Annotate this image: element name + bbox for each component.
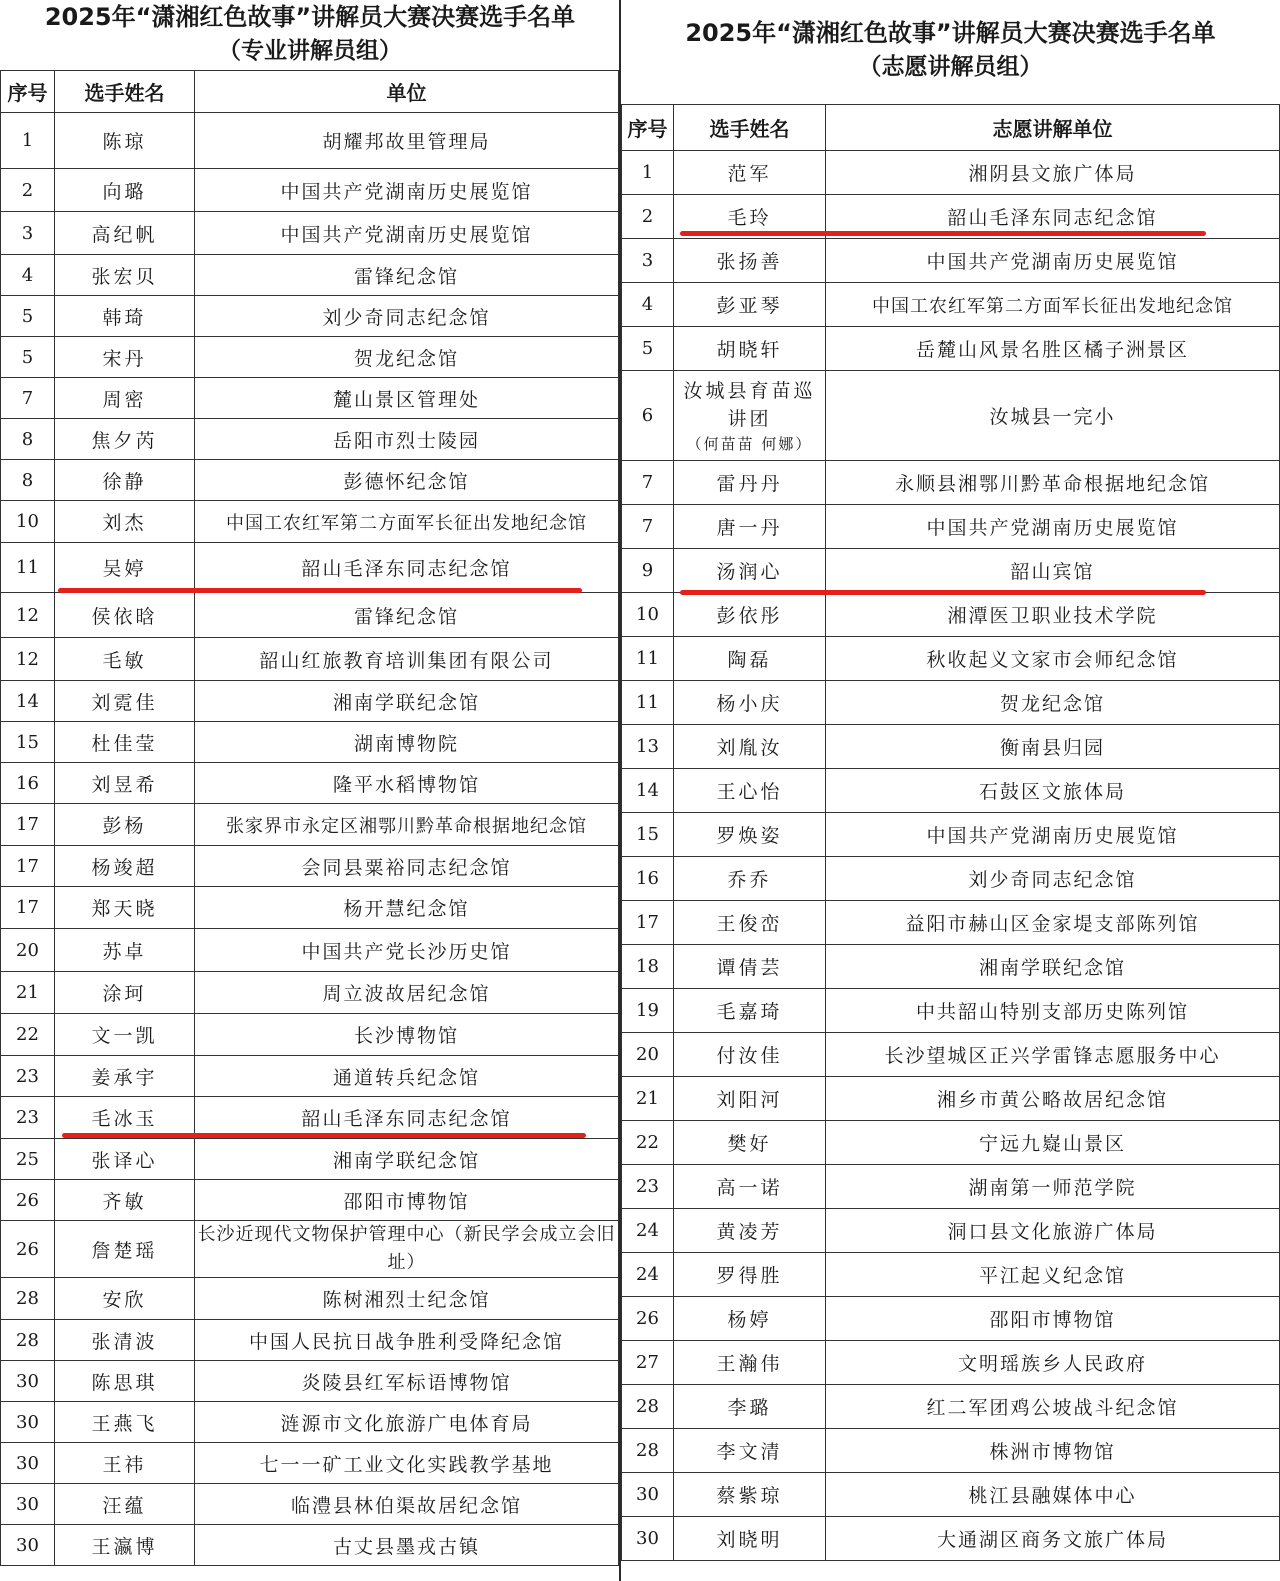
contestant-name: 樊好: [674, 1121, 826, 1165]
organization: 益阳市赫山区金家堤支部陈列馆: [826, 901, 1280, 945]
row-number: 23: [1, 1097, 55, 1139]
organization: 韶山毛泽东同志纪念馆: [195, 543, 619, 593]
contestant-name: 刘霓佳: [55, 681, 195, 722]
row-number: 1: [1, 113, 55, 169]
row-number: 2: [622, 195, 674, 239]
organization: 雷锋纪念馆: [195, 255, 619, 296]
organization: 贺龙纪念馆: [826, 681, 1280, 725]
organization: 隆平水稻博物馆: [195, 763, 619, 804]
row-number: 17: [1, 846, 55, 887]
row-number: 6: [622, 371, 674, 461]
row-number: 5: [1, 337, 55, 378]
row-number: 14: [1, 681, 55, 722]
organization: 炎陵县红军标语博物馆: [195, 1361, 619, 1402]
contestant-name: 姜承宇: [55, 1056, 195, 1097]
table-row: [1, 543, 619, 593]
contestant-name: 张清波: [55, 1320, 195, 1361]
row-number: 30: [622, 1473, 674, 1517]
table-row: [1, 1443, 619, 1484]
row-number: 17: [1, 804, 55, 846]
contestant-name: 向璐: [55, 169, 195, 212]
volunteer-group-panel: [621, 0, 1280, 1581]
organization: 中国工农红军第二方面军长征出发地纪念馆: [826, 283, 1280, 327]
organization: 麓山景区管理处: [195, 378, 619, 419]
row-number: 30: [622, 1517, 674, 1561]
organization: 大通湖区商务文旅广体局: [826, 1517, 1280, 1561]
organization: 涟源市文化旅游广电体育局: [195, 1402, 619, 1443]
organization: 中共韶山特别支部历史陈列馆: [826, 989, 1280, 1033]
organization: 中国工农红军第二方面军长征出发地纪念馆: [195, 501, 619, 543]
contestant-name: 蔡紫琼: [674, 1473, 826, 1517]
row-number: 8: [1, 460, 55, 501]
organization: 贺龙纪念馆: [195, 337, 619, 378]
contestant-name: 张扬善: [674, 239, 826, 283]
contestant-name: 杨婷: [674, 1297, 826, 1341]
table-row: [622, 283, 1280, 327]
organization: 周立波故居纪念馆: [195, 972, 619, 1014]
contestant-name: 韩琦: [55, 296, 195, 337]
contestant-name: 杨竣超: [55, 846, 195, 887]
organization: 中国共产党湖南历史展览馆: [826, 505, 1280, 549]
row-number: 4: [622, 283, 674, 327]
row-number: 14: [622, 769, 674, 813]
contestant-name: 郑天晓: [55, 887, 195, 929]
table-row: [1, 929, 619, 972]
organization: 中国共产党湖南历史展览馆: [826, 813, 1280, 857]
table-row: [622, 1297, 1280, 1341]
row-number: 5: [1, 296, 55, 337]
table-row: [1, 460, 619, 501]
table-row: [622, 1385, 1280, 1429]
row-number: 22: [622, 1121, 674, 1165]
row-number: 30: [1, 1484, 55, 1525]
organization: 雷锋纪念馆: [195, 593, 619, 638]
contestant-name: 张译心: [55, 1139, 195, 1180]
table-row: [1, 1014, 619, 1056]
table-row: [1, 1139, 619, 1180]
row-number: 17: [622, 901, 674, 945]
contestant-name: 陶磊: [674, 637, 826, 681]
row-number: 28: [1, 1278, 55, 1320]
row-number: 15: [1, 722, 55, 763]
contestant-name: 高纪帆: [55, 212, 195, 255]
table-row: [622, 901, 1280, 945]
group-members: （何苗苗 何娜）: [686, 434, 813, 453]
table-row: [1, 501, 619, 543]
contestant-name: 陈思琪: [55, 1361, 195, 1402]
row-number: 27: [622, 1341, 674, 1385]
contestant-name: 毛敏: [55, 638, 195, 681]
table-row: [1, 593, 619, 638]
table-row: [1, 1180, 619, 1221]
row-number: 20: [622, 1033, 674, 1077]
table-row: [622, 549, 1280, 593]
professional-group-table: [0, 70, 619, 1566]
table-row: [1, 722, 619, 763]
row-number: 17: [1, 887, 55, 929]
header-no: 序号: [1, 71, 55, 113]
contestant-name: [674, 371, 826, 461]
row-number: 2: [1, 169, 55, 212]
organization: 中国共产党湖南历史展览馆: [195, 212, 619, 255]
row-number: 12: [1, 593, 55, 638]
row-number: 3: [1, 212, 55, 255]
table-row: [1, 1402, 619, 1443]
table-row: [1, 1525, 619, 1566]
table-row: [1, 763, 619, 804]
organization: 长沙望城区正兴学雷锋志愿服务中心: [826, 1033, 1280, 1077]
organization: 红二军团鸡公坡战斗纪念馆: [826, 1385, 1280, 1429]
organization: 刘少奇同志纪念馆: [195, 296, 619, 337]
volunteer-group-table: [621, 104, 1280, 1561]
table-row: [622, 1429, 1280, 1473]
header-unit: 单位: [195, 71, 619, 113]
organization: 陈树湘烈士纪念馆: [195, 1278, 619, 1320]
contestant-name: 陈琼: [55, 113, 195, 169]
organization: 平江起义纪念馆: [826, 1253, 1280, 1297]
organization: 杨开慧纪念馆: [195, 887, 619, 929]
table-row: [622, 1517, 1280, 1561]
row-number: 30: [1, 1402, 55, 1443]
row-number: 4: [1, 255, 55, 296]
row-number: 24: [622, 1209, 674, 1253]
contestant-name: 刘杰: [55, 501, 195, 543]
table-row: [622, 1341, 1280, 1385]
contestant-name: 彭杨: [55, 804, 195, 846]
row-number: 7: [1, 378, 55, 419]
organization: 邵阳市博物馆: [826, 1297, 1280, 1341]
organization: 张家界市永定区湘鄂川黔革命根据地纪念馆: [195, 804, 619, 846]
table-row: [622, 1253, 1280, 1297]
table-row: [622, 637, 1280, 681]
row-number: 12: [1, 638, 55, 681]
organization: 韶山毛泽东同志纪念馆: [195, 1097, 619, 1139]
contestant-name: 李璐: [674, 1385, 826, 1429]
row-number: 13: [622, 725, 674, 769]
contestant-name: 黄凌芳: [674, 1209, 826, 1253]
organization: 长沙博物馆: [195, 1014, 619, 1056]
table-row: [622, 857, 1280, 901]
table-row: [622, 681, 1280, 725]
table-row: [622, 151, 1280, 195]
row-number: 26: [1, 1221, 55, 1278]
highlight-underline-wu-ting: [58, 588, 582, 593]
table-row: [622, 813, 1280, 857]
row-number: 30: [1, 1525, 55, 1566]
row-number: 11: [1, 543, 55, 593]
contestant-name: 刘晓明: [674, 1517, 826, 1561]
contestant-name: 雷丹丹: [674, 461, 826, 505]
organization: 长沙近现代文物保护管理中心（新民学会成立会旧址）: [195, 1221, 619, 1278]
contestant-name: 王俊峦: [674, 901, 826, 945]
contestant-name: 苏卓: [55, 929, 195, 972]
row-number: 30: [1, 1361, 55, 1402]
table-row: [622, 593, 1280, 637]
table-row: [622, 1473, 1280, 1517]
organization: 刘少奇同志纪念馆: [826, 857, 1280, 901]
professional-group-panel: [0, 0, 620, 1581]
contestant-name: 涂珂: [55, 972, 195, 1014]
contestant-name: 徐静: [55, 460, 195, 501]
table-row: [1, 846, 619, 887]
contestant-name: 李文清: [674, 1429, 826, 1473]
table-row: [1, 1056, 619, 1097]
organization: 会同县粟裕同志纪念馆: [195, 846, 619, 887]
row-number: 3: [622, 239, 674, 283]
organization: 湘南学联纪念馆: [826, 945, 1280, 989]
group-name: 汝城县育苗巡讲团: [683, 379, 816, 430]
highlight-underline-mao-ling: [680, 231, 1206, 236]
row-number: 24: [622, 1253, 674, 1297]
row-number: 26: [1, 1180, 55, 1221]
table-row: [622, 239, 1280, 283]
table-row: [1, 1221, 619, 1278]
table-row: [622, 1209, 1280, 1253]
organization: 湘南学联纪念馆: [195, 681, 619, 722]
contestant-name: 刘阳河: [674, 1077, 826, 1121]
row-number: 7: [622, 461, 674, 505]
row-number: 8: [1, 419, 55, 460]
contestant-name: 齐敏: [55, 1180, 195, 1221]
organization: 湘阴县文旅广体局: [826, 151, 1280, 195]
organization: 通道转兵纪念馆: [195, 1056, 619, 1097]
table-row: [1, 169, 619, 212]
table-row: [1, 1278, 619, 1320]
table-row: [1, 1361, 619, 1402]
contestant-name: 詹楚瑶: [55, 1221, 195, 1278]
table-row: [1, 212, 619, 255]
table-row: [1, 113, 619, 169]
organization: 中国共产党长沙历史馆: [195, 929, 619, 972]
organization: 秋收起义文家市会师纪念馆: [826, 637, 1280, 681]
header-no: 序号: [622, 105, 674, 151]
organization: 岳阳市烈士陵园: [195, 419, 619, 460]
row-number: 30: [1, 1443, 55, 1484]
left-title-line1: 2025年“潇湘红色故事”讲解员大赛决赛选手名单: [44, 3, 576, 31]
row-number: 23: [622, 1165, 674, 1209]
table-row: [622, 505, 1280, 549]
organization: 韶山毛泽东同志纪念馆: [826, 195, 1280, 239]
row-number: 20: [1, 929, 55, 972]
contestant-name: 王心怡: [674, 769, 826, 813]
contestant-name: 乔乔: [674, 857, 826, 901]
contestant-name: 高一诺: [674, 1165, 826, 1209]
organization: 文明瑶族乡人民政府: [826, 1341, 1280, 1385]
contestant-name: 付汝佳: [674, 1033, 826, 1077]
contestant-name: 彭亚琴: [674, 283, 826, 327]
row-number: 26: [622, 1297, 674, 1341]
contestant-name: 侯依晗: [55, 593, 195, 638]
contestant-name: 焦夕芮: [55, 419, 195, 460]
table-row: [1, 378, 619, 419]
right-title-line2: （志愿讲解员组）: [858, 54, 1043, 80]
contestant-name: 周密: [55, 378, 195, 419]
table-row: [1, 1484, 619, 1525]
row-number: 28: [622, 1429, 674, 1473]
contestant-name: 张宏贝: [55, 255, 195, 296]
organization: 七一一矿工业文化实践教学基地: [195, 1443, 619, 1484]
contestant-name: 刘昱希: [55, 763, 195, 804]
row-number: 1: [622, 151, 674, 195]
contestant-name: 汪蕴: [55, 1484, 195, 1525]
contestant-name: 王祎: [55, 1443, 195, 1484]
contestant-name: 罗焕姿: [674, 813, 826, 857]
table-row: [622, 327, 1280, 371]
contestant-name: 宋丹: [55, 337, 195, 378]
table-row: [1, 804, 619, 846]
organization: 临澧县林伯渠故居纪念馆: [195, 1484, 619, 1525]
table-row: [622, 461, 1280, 505]
left-header-row: [1, 71, 619, 113]
row-number: 28: [1, 1320, 55, 1361]
table-row: [1, 255, 619, 296]
row-number: 25: [1, 1139, 55, 1180]
organization: 韶山宾馆: [826, 549, 1280, 593]
contestant-name: 唐一丹: [674, 505, 826, 549]
right-title-line1: 2025年“潇湘红色故事”讲解员大赛决赛选手名单: [685, 19, 1216, 47]
contestant-name: 范军: [674, 151, 826, 195]
organization: 岳麓山风景名胜区橘子洲景区: [826, 327, 1280, 371]
row-number: 21: [622, 1077, 674, 1121]
contestant-name: 文一凯: [55, 1014, 195, 1056]
organization: 胡耀邦故里管理局: [195, 113, 619, 169]
row-number: 22: [1, 1014, 55, 1056]
row-number: 9: [622, 549, 674, 593]
table-row: [1, 887, 619, 929]
table-row: [1, 681, 619, 722]
organization: 中国共产党湖南历史展览馆: [195, 169, 619, 212]
contestant-name: 谭倩芸: [674, 945, 826, 989]
table-row: [1, 419, 619, 460]
contestant-name: 刘胤汝: [674, 725, 826, 769]
contestant-name: 毛玲: [674, 195, 826, 239]
contestant-name: 杨小庆: [674, 681, 826, 725]
contestant-name: 毛冰玉: [55, 1097, 195, 1139]
contestant-name: 杜佳莹: [55, 722, 195, 763]
organization: 宁远九嶷山景区: [826, 1121, 1280, 1165]
row-number: 15: [622, 813, 674, 857]
row-number: 18: [622, 945, 674, 989]
table-row: [622, 1077, 1280, 1121]
contestant-name: 安欣: [55, 1278, 195, 1320]
table-row: [1, 638, 619, 681]
left-title: [0, 0, 620, 68]
row-number: 19: [622, 989, 674, 1033]
organization: 株洲市博物馆: [826, 1429, 1280, 1473]
contestant-name: 汤润心: [674, 549, 826, 593]
contestant-name: 罗得胜: [674, 1253, 826, 1297]
table-row: [1, 337, 619, 378]
right-header-row: [622, 105, 1280, 151]
organization: 邵阳市博物馆: [195, 1180, 619, 1221]
table-row: [622, 371, 1280, 461]
row-number: 10: [1, 501, 55, 543]
contestant-name: 王燕飞: [55, 1402, 195, 1443]
organization: 彭德怀纪念馆: [195, 460, 619, 501]
table-row: [622, 945, 1280, 989]
right-title: [621, 16, 1280, 84]
table-row: [622, 769, 1280, 813]
contestant-name: 王瀚伟: [674, 1341, 826, 1385]
row-number: 5: [622, 327, 674, 371]
organization: 永顺县湘鄂川黔革命根据地纪念馆: [826, 461, 1280, 505]
contestant-name: 吴婷: [55, 543, 195, 593]
table-row: [622, 989, 1280, 1033]
organization: 古丈县墨戎古镇: [195, 1525, 619, 1566]
table-row: [1, 972, 619, 1014]
contestant-name: 胡晓轩: [674, 327, 826, 371]
row-number: 11: [622, 637, 674, 681]
organization: 洞口县文化旅游广体局: [826, 1209, 1280, 1253]
header-name: 选手姓名: [55, 71, 195, 113]
header-name: 选手姓名: [674, 105, 826, 151]
row-number: 7: [622, 505, 674, 549]
table-row: [622, 1033, 1280, 1077]
contestant-name: 毛嘉琦: [674, 989, 826, 1033]
table-row: [1, 296, 619, 337]
row-number: 28: [622, 1385, 674, 1429]
organization: 湖南第一师范学院: [826, 1165, 1280, 1209]
left-title-line2: （专业讲解员组）: [218, 38, 402, 64]
row-number: 21: [1, 972, 55, 1014]
header-unit: 志愿讲解单位: [826, 105, 1280, 151]
organization: 湘乡市黄公略故居纪念馆: [826, 1077, 1280, 1121]
row-number: 23: [1, 1056, 55, 1097]
organization: 中国人民抗日战争胜利受降纪念馆: [195, 1320, 619, 1361]
organization: 韶山红旅教育培训集团有限公司: [195, 638, 619, 681]
highlight-underline-mao-bingyu: [62, 1133, 586, 1138]
row-number: 11: [622, 681, 674, 725]
organization: 汝城县一完小: [826, 371, 1280, 461]
table-row: [622, 725, 1280, 769]
contestant-name: 彭依彤: [674, 593, 826, 637]
organization: 湘潭医卫职业技术学院: [826, 593, 1280, 637]
table-row: [622, 1165, 1280, 1209]
highlight-underline-tang-runxin: [680, 590, 1206, 595]
row-number: 16: [622, 857, 674, 901]
row-number: 16: [1, 763, 55, 804]
organization: 桃江县融媒体中心: [826, 1473, 1280, 1517]
contestant-name: 王瀛博: [55, 1525, 195, 1566]
table-row: [622, 1121, 1280, 1165]
table-row: [1, 1320, 619, 1361]
organization: 中国共产党湖南历史展览馆: [826, 239, 1280, 283]
organization: 石鼓区文旅体局: [826, 769, 1280, 813]
row-number: 10: [622, 593, 674, 637]
organization: 衡南县归园: [826, 725, 1280, 769]
organization: 湖南博物院: [195, 722, 619, 763]
organization: 湘南学联纪念馆: [195, 1139, 619, 1180]
